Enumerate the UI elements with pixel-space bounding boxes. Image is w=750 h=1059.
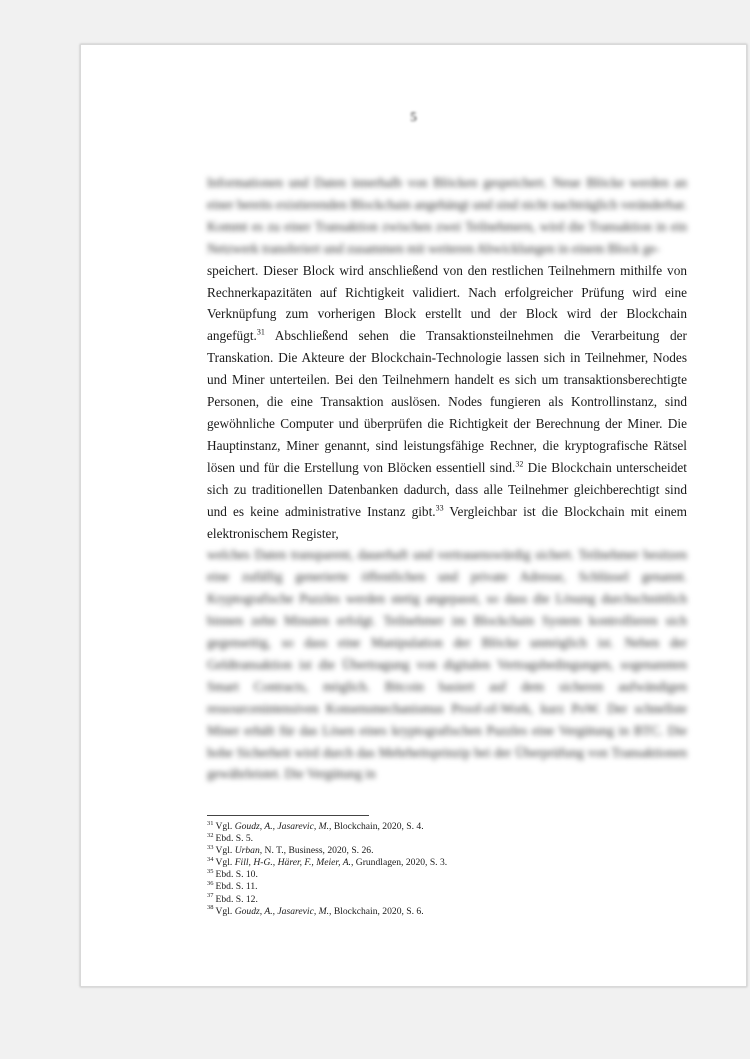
footnote xyxy=(207,881,687,893)
document-page xyxy=(80,44,747,987)
footnote-author: Goudz, A., Jasarevic, M. xyxy=(234,905,330,917)
footnote xyxy=(207,894,687,906)
footnote-number: 31 xyxy=(207,819,214,827)
footnote-text: Vgl. xyxy=(215,905,235,917)
footnote xyxy=(207,845,687,857)
footnote-separator xyxy=(207,815,369,816)
paragraph-blurred-top: Informationen und Daten innerhalb von Blöcken gespeichert. Neue Blöcke werden an einer bereits existierenden Blockchain angehängt und sind nicht nachträglich veränderbar. Kommt es zu einer Transaktion zwischen zwei Teilnehmern, wird die Transaktion in ein Netzwerk transferiert und zusammen mit weiteren Abwicklungen in einem Block ge- xyxy=(207,175,687,256)
footnote-text: Vgl. xyxy=(215,857,235,869)
footnote-number: 35 xyxy=(207,868,214,876)
footnote-number: 38 xyxy=(207,904,214,912)
footnote xyxy=(207,857,687,869)
footnote-number: 34 xyxy=(207,856,214,864)
footnote-ref-33: 33 xyxy=(435,503,444,513)
footnote-text: , Grundlagen, 2020, S. 3. xyxy=(350,857,448,869)
footnote-author: Urban xyxy=(234,845,260,857)
footnote-text: Ebd. S. 5. xyxy=(215,833,254,845)
footnote-ref-32: 32 xyxy=(515,459,524,469)
paragraph-main-part3: Die Blockchain unterscheidet sich zu traditionellen Datenbanken dadurch, dass alle Teilnehmer gleichberechtigt sind und es keine administrative Instanz gibt. xyxy=(207,459,687,519)
footnote xyxy=(207,906,687,918)
paragraph-main-part1: speichert. Dieser Block wird anschließend von den restlichen Teilnehmern mithilfe von Rechnerkapazitäten auf Richtigkeit validiert. Nach erfolgreicher Prüfung wird eine Verknüpfung zum vorherigen Block erstellt und der Block wird der Blockchain angefügt. xyxy=(207,262,687,344)
footnote-author: Goudz, A., Jasarevic, M. xyxy=(234,821,330,832)
footnote-number: 37 xyxy=(207,892,214,900)
footnote-number: 33 xyxy=(207,844,214,851)
footnote-text: Ebd. S. 10. xyxy=(215,869,258,881)
paragraph-main xyxy=(207,260,687,545)
footnotes xyxy=(207,821,687,918)
footnote-text: , Blockchain, 2020, S. 6. xyxy=(329,905,424,917)
page-number: 5 xyxy=(410,109,417,124)
footnote-ref-31: 31 xyxy=(256,327,265,337)
footnote-author: Fill, H-G., Härer, F., Meier, A. xyxy=(234,857,351,869)
footnote-number: 32 xyxy=(207,831,214,839)
paragraph-main-part4: Vergleichbar ist die Blockchain mit einem elektronischem Register, xyxy=(207,503,687,541)
footnote-number: 36 xyxy=(207,880,214,888)
footnote-text: Vgl. xyxy=(215,845,235,857)
footnote-text: , Blockchain, 2020, S. 4. xyxy=(329,821,424,832)
footnote xyxy=(207,821,687,833)
footnote-text: Ebd. S. 12. xyxy=(215,893,258,905)
footnote-text: Ebd. S. 11. xyxy=(215,881,258,893)
footnote-text: Vgl. xyxy=(215,821,235,832)
footnote xyxy=(207,833,687,845)
footnote-text: , N. T., Business, 2020, S. 26. xyxy=(259,845,374,857)
footnote xyxy=(207,869,687,881)
body-text xyxy=(207,172,687,785)
paragraph-main-part2: Abschließend sehen die Transaktionsteilnehmen die Verarbeitung der Transkation. Die Akteure der Blockchain-Technologie lassen sich in Teilnehmer, Nodes und Miner unterteilen. Bei den Teilnehmern handelt es sich um transaktionsberechtigte Personen, die eine Transaktion auslösen. Nodes fungieren als Kontrollinstanz, sind gewöhnliche Computer und überprüfen die Richtigkeit der Berechnung der Miner. Die Hauptinstanz, Miner genannt, sind leistungsfähige Rechner, die kryptografische Rätsel lösen und für die Erstellung von Blöcken essentiell sind. xyxy=(207,328,687,475)
paragraph-blurred-bottom: welches Daten transparent, dauerhaft und vertrauenswürdig sichert. Teilnehmer besitzen eine zufällig generierte öffentlichen und private Adresse, Schlüssel genannt. Kryptografische Puzzles werden stetig angepasst, so dass die Lösung durchschnittlich binnen zehn Minuten erfolgt. Teilnehmer im Blockchain System kontrollieren sich gegenseitig, so dass eine Manipulation der Blöcke unmöglich ist. Neben der Geldtransaktion ist die Übertragung von digitalen Vertragsbedingungen, sogenannten Smart Contracts, möglich. Bitcoin basiert auf dem sicheren aufwändigen ressourcenintensiven Konsensmechanismus Proof-of-Work, kurz PoW. Der schnellste Miner erhält für das Lösen eines kryptografischen Puzzles eine Vergütung in BTC. Die hohe Sicherheit wird durch das Mehrheitsprinzip bei der Überprüfung von Transaktionen gewährleistet. Die Vergütung in xyxy=(207,547,687,782)
